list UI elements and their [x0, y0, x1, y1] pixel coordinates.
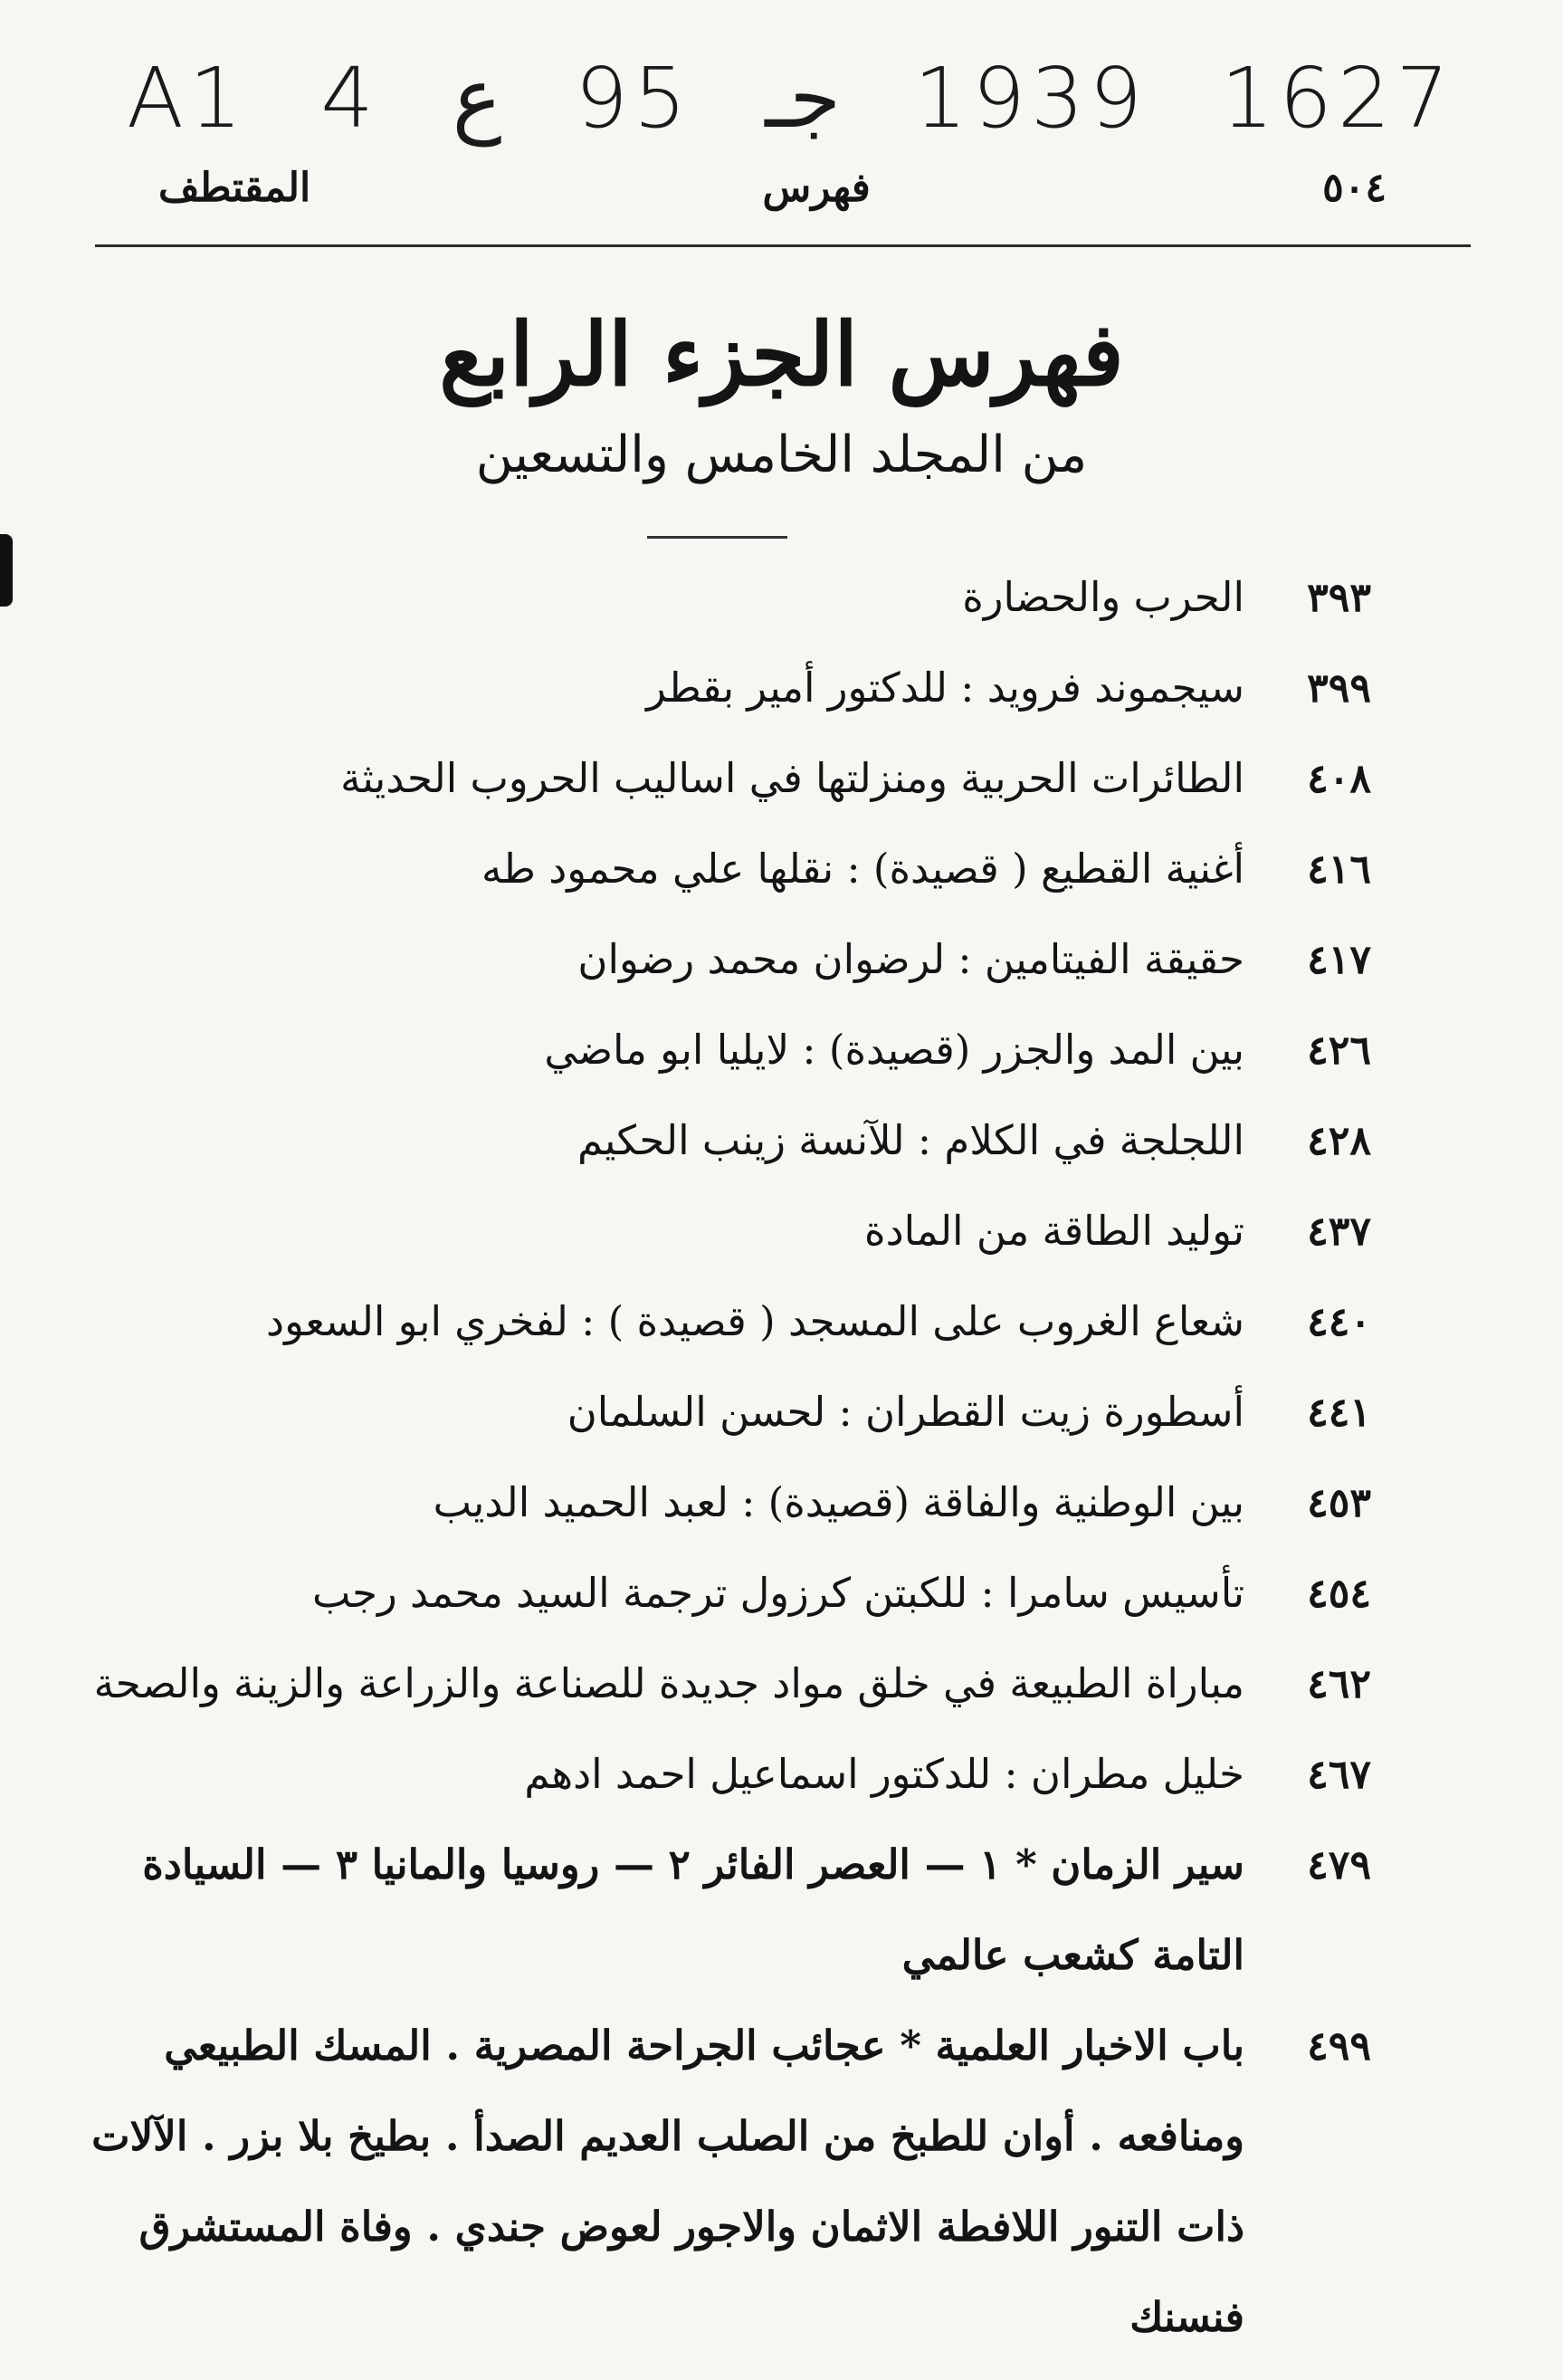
- code-1: A1: [127, 50, 248, 147]
- entry-page-number: ٤١٦: [1307, 846, 1371, 893]
- entry-page-number: ٤٤١: [1307, 1390, 1371, 1436]
- handwritten-catalog-codes: [127, 50, 1454, 147]
- entry-title: باب الاخبار العلمية * عجائب الجراحة المصرية . المسك الطبيعي ومنافعه . أوان للطبخ من الصلب العديم الصدأ . بطيخ بلا بزر . الآلات ذات التنور اللافطة الاثمان والاجور لعوض جندي . وفاة المستشرق فنسنك: [91, 2022, 1244, 2341]
- scan-edge-mark: [0, 534, 13, 607]
- running-header: [158, 156, 1387, 219]
- entry-title: توليد الطاقة من المادة: [864, 1207, 1244, 1255]
- toc-entry: [86, 1095, 1371, 1186]
- toc-entry: [86, 1367, 1371, 1458]
- entry-page-number: ٤٤٠: [1307, 1299, 1371, 1345]
- entry-page-number: ٤٢٨: [1307, 1118, 1371, 1164]
- code-5: جـ: [765, 50, 842, 147]
- code-3: ع: [452, 50, 502, 147]
- entry-page-number: ٤١٧: [1307, 937, 1371, 983]
- header-section: فهرس: [762, 164, 871, 211]
- entry-page-number: ٤٢٦: [1307, 1028, 1371, 1074]
- entry-title: شعاع الغروب على المسجد ( قصيدة ) : لفخري ابو السعود: [266, 1297, 1244, 1345]
- toc-entry: [86, 1186, 1371, 1276]
- entry-title: أسطورة زيت القطران : لحسن السلمان: [567, 1388, 1244, 1436]
- code-2: 4: [320, 50, 379, 147]
- page-subtitle: من المجلد الخامس والتسعين: [475, 425, 1088, 484]
- entry-title: أغنية القطيع ( قصيدة) : نقلها علي محمود طه: [481, 845, 1244, 893]
- table-of-contents: [86, 552, 1371, 2363]
- entry-title: سير الزمان * ١ — العصر الفائر ٢ — روسيا والمانيا ٣ — السيادة التامة كشعب عالمي: [142, 1840, 1244, 1979]
- toc-entry: [86, 824, 1371, 914]
- entry-title: حقيقة الفيتامين : لرضوان محمد رضوان: [577, 935, 1244, 983]
- entry-title: مباراة الطبيعة في خلق مواد جديدة للصناعة والزراعة والزينة والصحة: [93, 1659, 1244, 1707]
- toc-entry: [86, 1005, 1371, 1095]
- entry-title: بين الوطنية والفاقة (قصيدة) : لعبد الحميد الديب: [433, 1478, 1244, 1526]
- toc-entry: [86, 643, 1371, 733]
- entry-page-number: ٤٩٩: [1307, 2023, 1371, 2069]
- entry-page-number: ٤٥٤: [1307, 1571, 1371, 1617]
- entry-page-number: ٣٩٩: [1307, 665, 1371, 712]
- entry-page-number: ٤٦٢: [1307, 1661, 1371, 1707]
- entry-title: الحرب والحضارة: [962, 573, 1244, 621]
- page-title: فهرس الجزء الرابع: [439, 303, 1124, 406]
- toc-entry: [86, 1820, 1371, 2001]
- header-journal-name: المقتطف: [158, 164, 311, 211]
- header-page-number: ٥٠٤: [1322, 164, 1387, 211]
- toc-entry: [86, 1639, 1371, 1729]
- toc-entry: [86, 1276, 1371, 1367]
- entry-title: تأسيس سامرا : للكبتن كرزول ترجمة السيد محمد رجب: [311, 1569, 1244, 1617]
- entry-title: خليل مطران : للدكتور اسماعيل احمد ادهم: [524, 1750, 1244, 1798]
- toc-entry: [86, 1548, 1371, 1639]
- toc-entry: [86, 1729, 1371, 1820]
- entry-title: الطائرات الحربية ومنزلتها في اساليب الحروب الحديثة: [340, 754, 1244, 802]
- toc-entry: [86, 733, 1371, 824]
- header-rule: [95, 244, 1471, 247]
- entry-page-number: ٣٩٣: [1307, 575, 1371, 621]
- code-4: 95: [575, 50, 692, 147]
- entry-title: سيجموند فرويد : للدكتور أمير بقطر: [646, 664, 1244, 712]
- entry-page-number: ٤٦٧: [1307, 1752, 1371, 1798]
- entry-page-number: ٤٧٩: [1307, 1842, 1371, 1888]
- toc-entry: [86, 1458, 1371, 1548]
- toc-entry: [86, 914, 1371, 1005]
- entry-page-number: ٤٠٨: [1307, 756, 1371, 802]
- entry-title: بين المد والجزر (قصيدة) : لايليا ابو ماضي: [544, 1026, 1244, 1074]
- entry-page-number: ٤٥٣: [1307, 1480, 1371, 1526]
- entry-page-number: ٤٣٧: [1307, 1209, 1371, 1255]
- code-6: 1939: [913, 50, 1148, 147]
- code-7: 1627: [1220, 50, 1454, 147]
- toc-entry: [86, 2001, 1371, 2363]
- entry-title: اللجلجة في الكلام : للآنسة زينب الحكيم: [577, 1116, 1244, 1164]
- title-ornament: [647, 536, 787, 539]
- toc-entry: [86, 552, 1371, 643]
